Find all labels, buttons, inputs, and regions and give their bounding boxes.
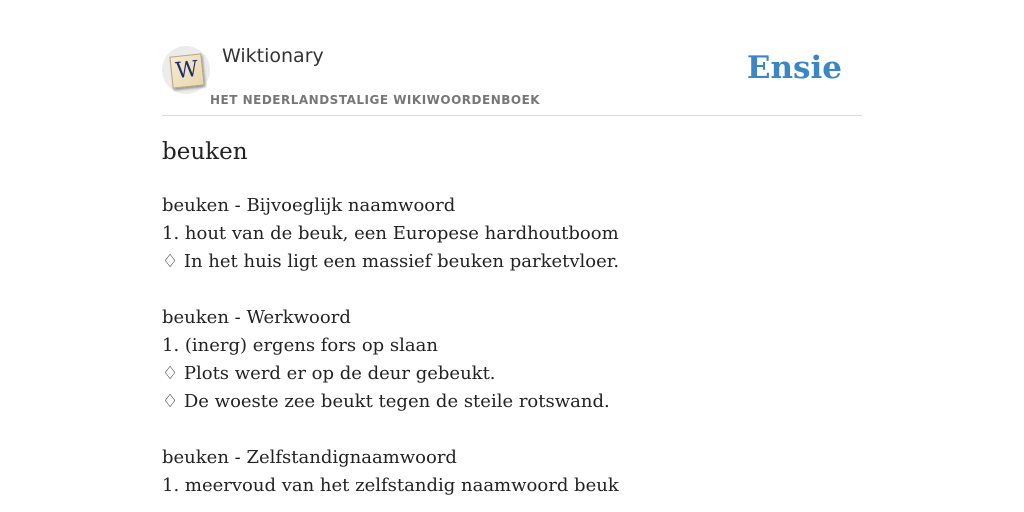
- entries-list: [162, 192, 862, 500]
- entry-separator: [162, 276, 862, 304]
- ensie-brand-logo[interactable]: Ensie: [746, 50, 842, 86]
- example-line: ♢ De woeste zee beukt tegen de steile rotswand.: [162, 391, 610, 412]
- entry-heading: beuken - Bijvoeglijk naamwoord: [162, 195, 456, 216]
- wiktionary-logo[interactable]: [162, 46, 210, 94]
- definition-line: 1. hout van de beuk, een Europese hardhoutboom: [162, 223, 619, 244]
- entry-heading: beuken - Werkwoord: [162, 307, 351, 328]
- page-title: beuken: [162, 139, 248, 165]
- wiktionary-logo-icon: [169, 53, 204, 88]
- entry-bijvoeglijk-naamwoord: [162, 192, 862, 276]
- entry-zelfstandig-naamwoord: [162, 444, 862, 500]
- logo-letter: W: [174, 56, 200, 85]
- site-header: [162, 0, 862, 116]
- definition-line: 1. (inerg) ergens fors op slaan: [162, 335, 438, 356]
- site-tagline: HET NEDERLANDSTALIGE WIKIWOORDENBOEK: [210, 93, 541, 107]
- example-line: ♢ Plots werd er op de deur gebeukt.: [162, 363, 496, 384]
- example-line: ♢ In het huis ligt een massief beuken parketvloer.: [162, 251, 620, 272]
- entry-heading: beuken - Zelfstandignaamwoord: [162, 447, 457, 468]
- site-name[interactable]: Wiktionary: [222, 45, 324, 67]
- entry-separator: [162, 416, 862, 444]
- definition-card: [162, 0, 862, 512]
- definition-line: 1. meervoud van het zelfstandig naamwoord beuk: [162, 475, 619, 496]
- entry-werkwoord: [162, 304, 862, 416]
